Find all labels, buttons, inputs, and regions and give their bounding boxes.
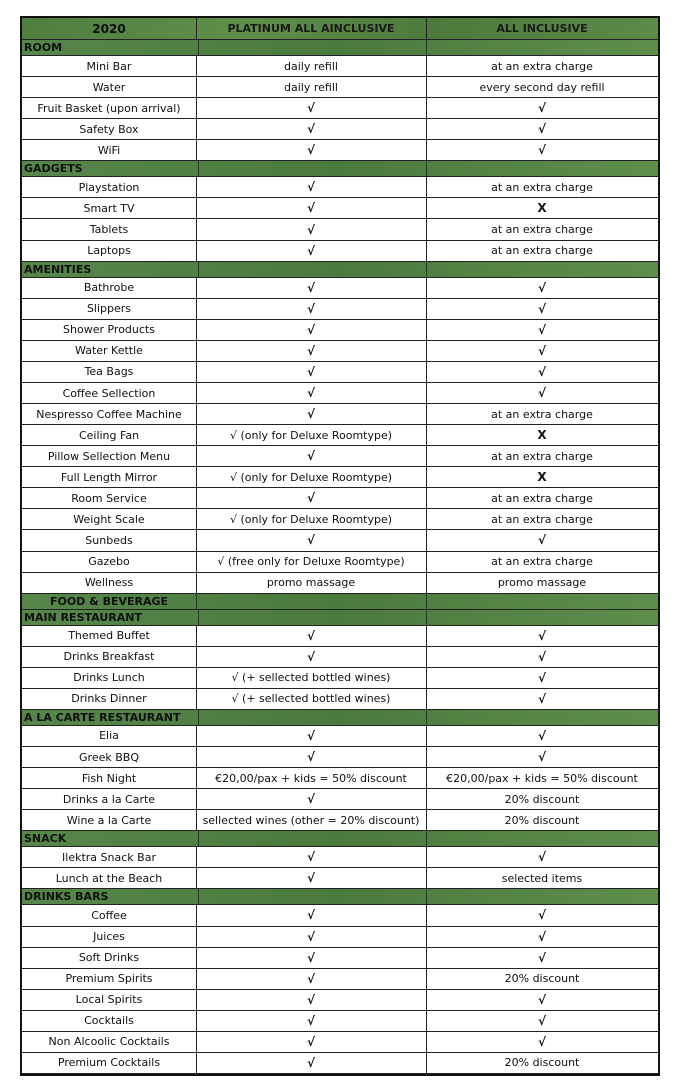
all-inclusive-value-cell: √ bbox=[537, 670, 546, 685]
all-inclusive-value-cell: at an extra charge bbox=[491, 223, 593, 237]
feature-name-cell: Lunch at the Beach bbox=[22, 868, 197, 888]
all-inclusive-value-cell: at an extra charge bbox=[491, 407, 593, 421]
table-row bbox=[22, 341, 658, 362]
all-inclusive-value-cell: √ bbox=[537, 1034, 546, 1049]
section-filler-cell bbox=[426, 262, 658, 277]
section-header-row bbox=[22, 161, 658, 177]
all-inclusive-value-cell: at an extra charge bbox=[491, 555, 593, 569]
platinum-value-cell: √ bbox=[196, 1053, 427, 1073]
platinum-value-cell: √ bbox=[196, 278, 427, 298]
all-inclusive-value-cell: X bbox=[537, 428, 547, 443]
table-row bbox=[22, 404, 658, 425]
all-inclusive-value-cell: √ bbox=[537, 364, 546, 379]
table-row bbox=[22, 383, 658, 404]
platinum-value-cell: √ bbox=[196, 726, 427, 746]
all-inclusive-value-cell: √ bbox=[537, 301, 546, 316]
feature-name-cell: Bathrobe bbox=[22, 278, 197, 298]
feature-name-cell: Full Length Mirror bbox=[22, 467, 197, 487]
comparison-table bbox=[20, 16, 660, 1076]
table-row bbox=[22, 768, 658, 789]
platinum-value-cell: √ (+ sellected bottled wines) bbox=[196, 689, 427, 709]
all-inclusive-value-cell: √ bbox=[537, 143, 546, 158]
all-inclusive-value-cell: at an extra charge bbox=[491, 491, 593, 505]
table-row bbox=[22, 948, 658, 969]
all-inclusive-value-cell: √ bbox=[537, 992, 546, 1007]
platinum-value-cell: √ bbox=[196, 241, 427, 261]
table-row bbox=[22, 299, 658, 320]
feature-name-cell: Laptops bbox=[22, 241, 197, 261]
platinum-value-cell: √ bbox=[196, 1011, 427, 1031]
table-row bbox=[22, 140, 658, 161]
all-inclusive-value-cell: √ bbox=[537, 386, 546, 400]
feature-name-cell: Soft Drinks bbox=[22, 948, 197, 968]
table-row bbox=[22, 1011, 658, 1032]
feature-name-cell: Pillow Sellection Menu bbox=[22, 446, 197, 466]
platinum-value-cell: √ bbox=[196, 905, 427, 925]
platinum-value-cell: √ bbox=[196, 119, 427, 139]
platinum-value-cell: √ bbox=[196, 341, 427, 361]
table-row bbox=[22, 488, 658, 509]
table-row bbox=[22, 905, 658, 926]
table-row bbox=[22, 362, 658, 383]
all-inclusive-value-cell: promo massage bbox=[497, 576, 587, 590]
year-header: 2020 bbox=[22, 18, 197, 39]
feature-name-cell: Local Spirits bbox=[22, 990, 197, 1010]
section-title: A LA CARTE RESTAURANT bbox=[22, 710, 199, 725]
all-inclusive-value-cell: √ bbox=[537, 628, 546, 643]
section-header-row bbox=[22, 262, 658, 278]
feature-name-cell: Water bbox=[22, 77, 197, 97]
platinum-value-cell: √ bbox=[196, 446, 427, 466]
platinum-value-cell: √ bbox=[196, 626, 427, 646]
feature-name-cell: Sunbeds bbox=[22, 530, 197, 550]
platinum-value-cell: √ bbox=[196, 927, 427, 947]
table-row bbox=[22, 847, 658, 868]
section-filler-cell bbox=[426, 831, 658, 846]
feature-name-cell: Playstation bbox=[22, 177, 197, 197]
platinum-value-cell: √ bbox=[196, 1032, 427, 1052]
feature-name-cell: Mini Bar bbox=[22, 56, 197, 76]
table-row bbox=[22, 647, 658, 668]
section-filler-cell bbox=[196, 594, 427, 609]
section-header-row bbox=[22, 831, 658, 847]
table-row bbox=[22, 425, 658, 446]
table-row bbox=[22, 573, 658, 594]
all-inclusive-value-cell: √ bbox=[537, 649, 546, 664]
table-row bbox=[22, 552, 658, 573]
all-inclusive-value-cell: √ bbox=[537, 950, 546, 965]
all-inclusive-value-cell: 20% discount bbox=[504, 972, 580, 986]
section-filler-cell bbox=[426, 610, 658, 625]
feature-name-cell: Smart TV bbox=[22, 198, 197, 218]
feature-name-cell: Drinks Lunch bbox=[22, 668, 197, 688]
section-header-row bbox=[22, 594, 658, 610]
feature-name-cell: Greek BBQ bbox=[22, 747, 197, 767]
platinum-value-cell: √ bbox=[196, 990, 427, 1010]
table-header-row bbox=[22, 18, 658, 40]
platinum-value-cell: √ bbox=[196, 140, 427, 160]
platinum-column-header: PLATINUM ALL AINCLUSIVE bbox=[196, 18, 427, 39]
table-row bbox=[22, 668, 658, 689]
platinum-value-cell: √ bbox=[196, 647, 427, 667]
feature-name-cell: Fish Night bbox=[22, 768, 197, 788]
platinum-value-cell: √ bbox=[196, 299, 427, 319]
section-filler-cell bbox=[196, 710, 427, 725]
all-inclusive-value-cell: √ bbox=[537, 343, 546, 358]
feature-name-cell: WiFi bbox=[22, 140, 197, 160]
all-inclusive-value-cell: 20% discount bbox=[504, 792, 580, 806]
table-row bbox=[22, 1053, 658, 1074]
section-filler-cell bbox=[196, 262, 427, 277]
platinum-value-cell: √ bbox=[196, 198, 427, 218]
all-inclusive-value-cell: √ bbox=[537, 533, 546, 548]
feature-name-cell: Slippers bbox=[22, 299, 197, 319]
platinum-value-cell: daily refill bbox=[196, 77, 427, 97]
platinum-value-cell: √ bbox=[196, 383, 427, 403]
platinum-value-cell: √ bbox=[196, 868, 427, 888]
all-inclusive-value-cell: 20% discount bbox=[504, 813, 580, 827]
feature-name-cell: Premium Spirits bbox=[22, 969, 197, 989]
platinum-value-cell: √ (+ sellected bottled wines) bbox=[196, 668, 427, 688]
all-inclusive-value-cell: √ bbox=[537, 728, 546, 743]
all-inclusive-value-cell: √ bbox=[537, 750, 546, 765]
table-row bbox=[22, 789, 658, 810]
platinum-value-cell: √ (only for Deluxe Roomtype) bbox=[196, 467, 427, 487]
section-filler-cell bbox=[426, 161, 658, 176]
platinum-value-cell: √ bbox=[196, 177, 427, 197]
table-row bbox=[22, 810, 658, 831]
platinum-value-cell: daily refill bbox=[196, 56, 427, 76]
section-title: FOOD & BEVERAGE bbox=[22, 594, 197, 609]
feature-name-cell: Tablets bbox=[22, 219, 197, 239]
feature-name-cell: Gazebo bbox=[22, 552, 197, 572]
feature-name-cell: Nespresso Coffee Machine bbox=[22, 404, 197, 424]
platinum-value-cell: √ bbox=[196, 362, 427, 382]
feature-name-cell: Drinks Breakfast bbox=[22, 647, 197, 667]
platinum-value-cell: √ bbox=[196, 488, 427, 508]
section-title: AMENITIES bbox=[22, 262, 199, 277]
feature-name-cell: Fruit Basket (upon arrival) bbox=[22, 98, 197, 118]
all-inclusive-value-cell: √ bbox=[537, 691, 546, 706]
platinum-value-cell: √ (only for Deluxe Roomtype) bbox=[196, 509, 427, 529]
table-row bbox=[22, 689, 658, 710]
all-inclusive-value-cell: √ bbox=[537, 122, 546, 137]
table-row bbox=[22, 198, 658, 219]
platinum-value-cell: √ bbox=[196, 789, 427, 809]
all-inclusive-value-cell: at an extra charge bbox=[491, 180, 593, 194]
table-row bbox=[22, 119, 658, 140]
section-header-row bbox=[22, 710, 658, 726]
feature-name-cell: Juices bbox=[22, 927, 197, 947]
all-inclusive-value-cell: X bbox=[537, 470, 547, 485]
table-row bbox=[22, 990, 658, 1011]
table-row bbox=[22, 927, 658, 948]
platinum-value-cell: promo massage bbox=[196, 573, 427, 593]
section-filler-cell bbox=[196, 40, 427, 55]
platinum-value-cell: √ bbox=[196, 747, 427, 767]
table-row bbox=[22, 747, 658, 768]
all-inclusive-value-cell: every second day refill bbox=[479, 80, 605, 94]
platinum-value-cell: √ bbox=[196, 969, 427, 989]
platinum-value-cell: √ bbox=[196, 847, 427, 867]
section-title: GADGETS bbox=[22, 161, 199, 176]
all-inclusive-value-cell: √ bbox=[537, 1013, 546, 1028]
table-row bbox=[22, 278, 658, 299]
feature-name-cell: Premium Cocktails bbox=[22, 1053, 197, 1073]
all-inclusive-value-cell: √ bbox=[537, 908, 546, 923]
feature-name-cell: Wellness bbox=[22, 573, 197, 593]
section-filler-cell bbox=[426, 710, 658, 725]
table-row bbox=[22, 530, 658, 551]
all-inclusive-value-cell: X bbox=[537, 201, 547, 216]
table-row bbox=[22, 626, 658, 647]
section-filler-cell bbox=[196, 610, 427, 625]
table-row bbox=[22, 726, 658, 747]
all-inclusive-value-cell: √ bbox=[537, 850, 546, 865]
section-filler-cell bbox=[196, 889, 427, 904]
all-inclusive-value-cell: √ bbox=[537, 280, 546, 295]
section-filler-cell bbox=[196, 161, 427, 176]
section-filler-cell bbox=[426, 594, 658, 609]
feature-name-cell: Tea Bags bbox=[22, 362, 197, 382]
section-title: MAIN RESTAURANT bbox=[22, 610, 199, 625]
table-row bbox=[22, 56, 658, 77]
table-row bbox=[22, 509, 658, 530]
platinum-value-cell: €20,00/pax + kids = 50% discount bbox=[196, 768, 427, 788]
section-title: ROOM bbox=[22, 40, 199, 55]
all-inclusive-value-cell: at an extra charge bbox=[491, 244, 593, 258]
feature-name-cell: Elia bbox=[22, 726, 197, 746]
all-inclusive-value-cell: at an extra charge bbox=[491, 512, 593, 526]
platinum-value-cell: √ bbox=[196, 404, 427, 424]
feature-name-cell: Coffee bbox=[22, 905, 197, 925]
table-row bbox=[22, 1032, 658, 1053]
table-row bbox=[22, 98, 658, 119]
all-inclusive-value-cell: at an extra charge bbox=[491, 59, 593, 73]
feature-name-cell: Safety Box bbox=[22, 119, 197, 139]
feature-name-cell: Drinks a la Carte bbox=[22, 789, 197, 809]
platinum-value-cell: √ bbox=[196, 530, 427, 550]
table-row bbox=[22, 241, 658, 262]
all-inclusive-value-cell: at an extra charge bbox=[491, 449, 593, 463]
section-filler-cell bbox=[196, 831, 427, 846]
table-row bbox=[22, 77, 658, 98]
all-inclusive-value-cell: √ bbox=[537, 101, 546, 116]
feature-name-cell: Wine a la Carte bbox=[22, 810, 197, 830]
all-inclusive-value-cell: √ bbox=[537, 322, 546, 337]
section-title: SNACK bbox=[22, 831, 199, 846]
feature-name-cell: Room Service bbox=[22, 488, 197, 508]
platinum-value-cell: √ bbox=[196, 219, 427, 239]
section-header-row bbox=[22, 40, 658, 56]
feature-name-cell: Drinks Dinner bbox=[22, 689, 197, 709]
section-header-row bbox=[22, 610, 658, 626]
table-row bbox=[22, 868, 658, 889]
feature-name-cell: Non Alcoolic Cocktails bbox=[22, 1032, 197, 1052]
feature-name-cell: Ceiling Fan bbox=[22, 425, 197, 445]
platinum-value-cell: √ bbox=[196, 320, 427, 340]
table-row bbox=[22, 177, 658, 198]
platinum-value-cell: √ (only for Deluxe Roomtype) bbox=[196, 425, 427, 445]
feature-name-cell: Ilektra Snack Bar bbox=[22, 847, 197, 867]
section-filler-cell bbox=[426, 40, 658, 55]
feature-name-cell: Water Kettle bbox=[22, 341, 197, 361]
feature-name-cell: Cocktails bbox=[22, 1011, 197, 1031]
all-inclusive-value-cell: selected items bbox=[501, 871, 583, 885]
feature-name-cell: Shower Products bbox=[22, 320, 197, 340]
table-row bbox=[22, 467, 658, 488]
feature-name-cell: Coffee Sellection bbox=[22, 383, 197, 403]
all-inclusive-value-cell: √ bbox=[537, 929, 546, 944]
all-inclusive-column-header: ALL INCLUSIVE bbox=[496, 22, 588, 35]
feature-name-cell: Themed Buffet bbox=[22, 626, 197, 646]
section-header-row bbox=[22, 889, 658, 905]
platinum-value-cell: sellected wines (other = 20% discount) bbox=[196, 810, 427, 830]
platinum-value-cell: √ bbox=[196, 98, 427, 118]
all-inclusive-value-cell: €20,00/pax + kids = 50% discount bbox=[446, 771, 638, 785]
table-row bbox=[22, 219, 658, 240]
section-filler-cell bbox=[426, 889, 658, 904]
all-inclusive-value-cell: 20% discount bbox=[504, 1056, 580, 1070]
table-row bbox=[22, 446, 658, 467]
platinum-value-cell: √ (free only for Deluxe Roomtype) bbox=[196, 552, 427, 572]
platinum-value-cell: √ bbox=[196, 948, 427, 968]
section-title: DRINKS BARS bbox=[22, 889, 199, 904]
table-row bbox=[22, 969, 658, 990]
table-row bbox=[22, 320, 658, 341]
feature-name-cell: Weight Scale bbox=[22, 509, 197, 529]
